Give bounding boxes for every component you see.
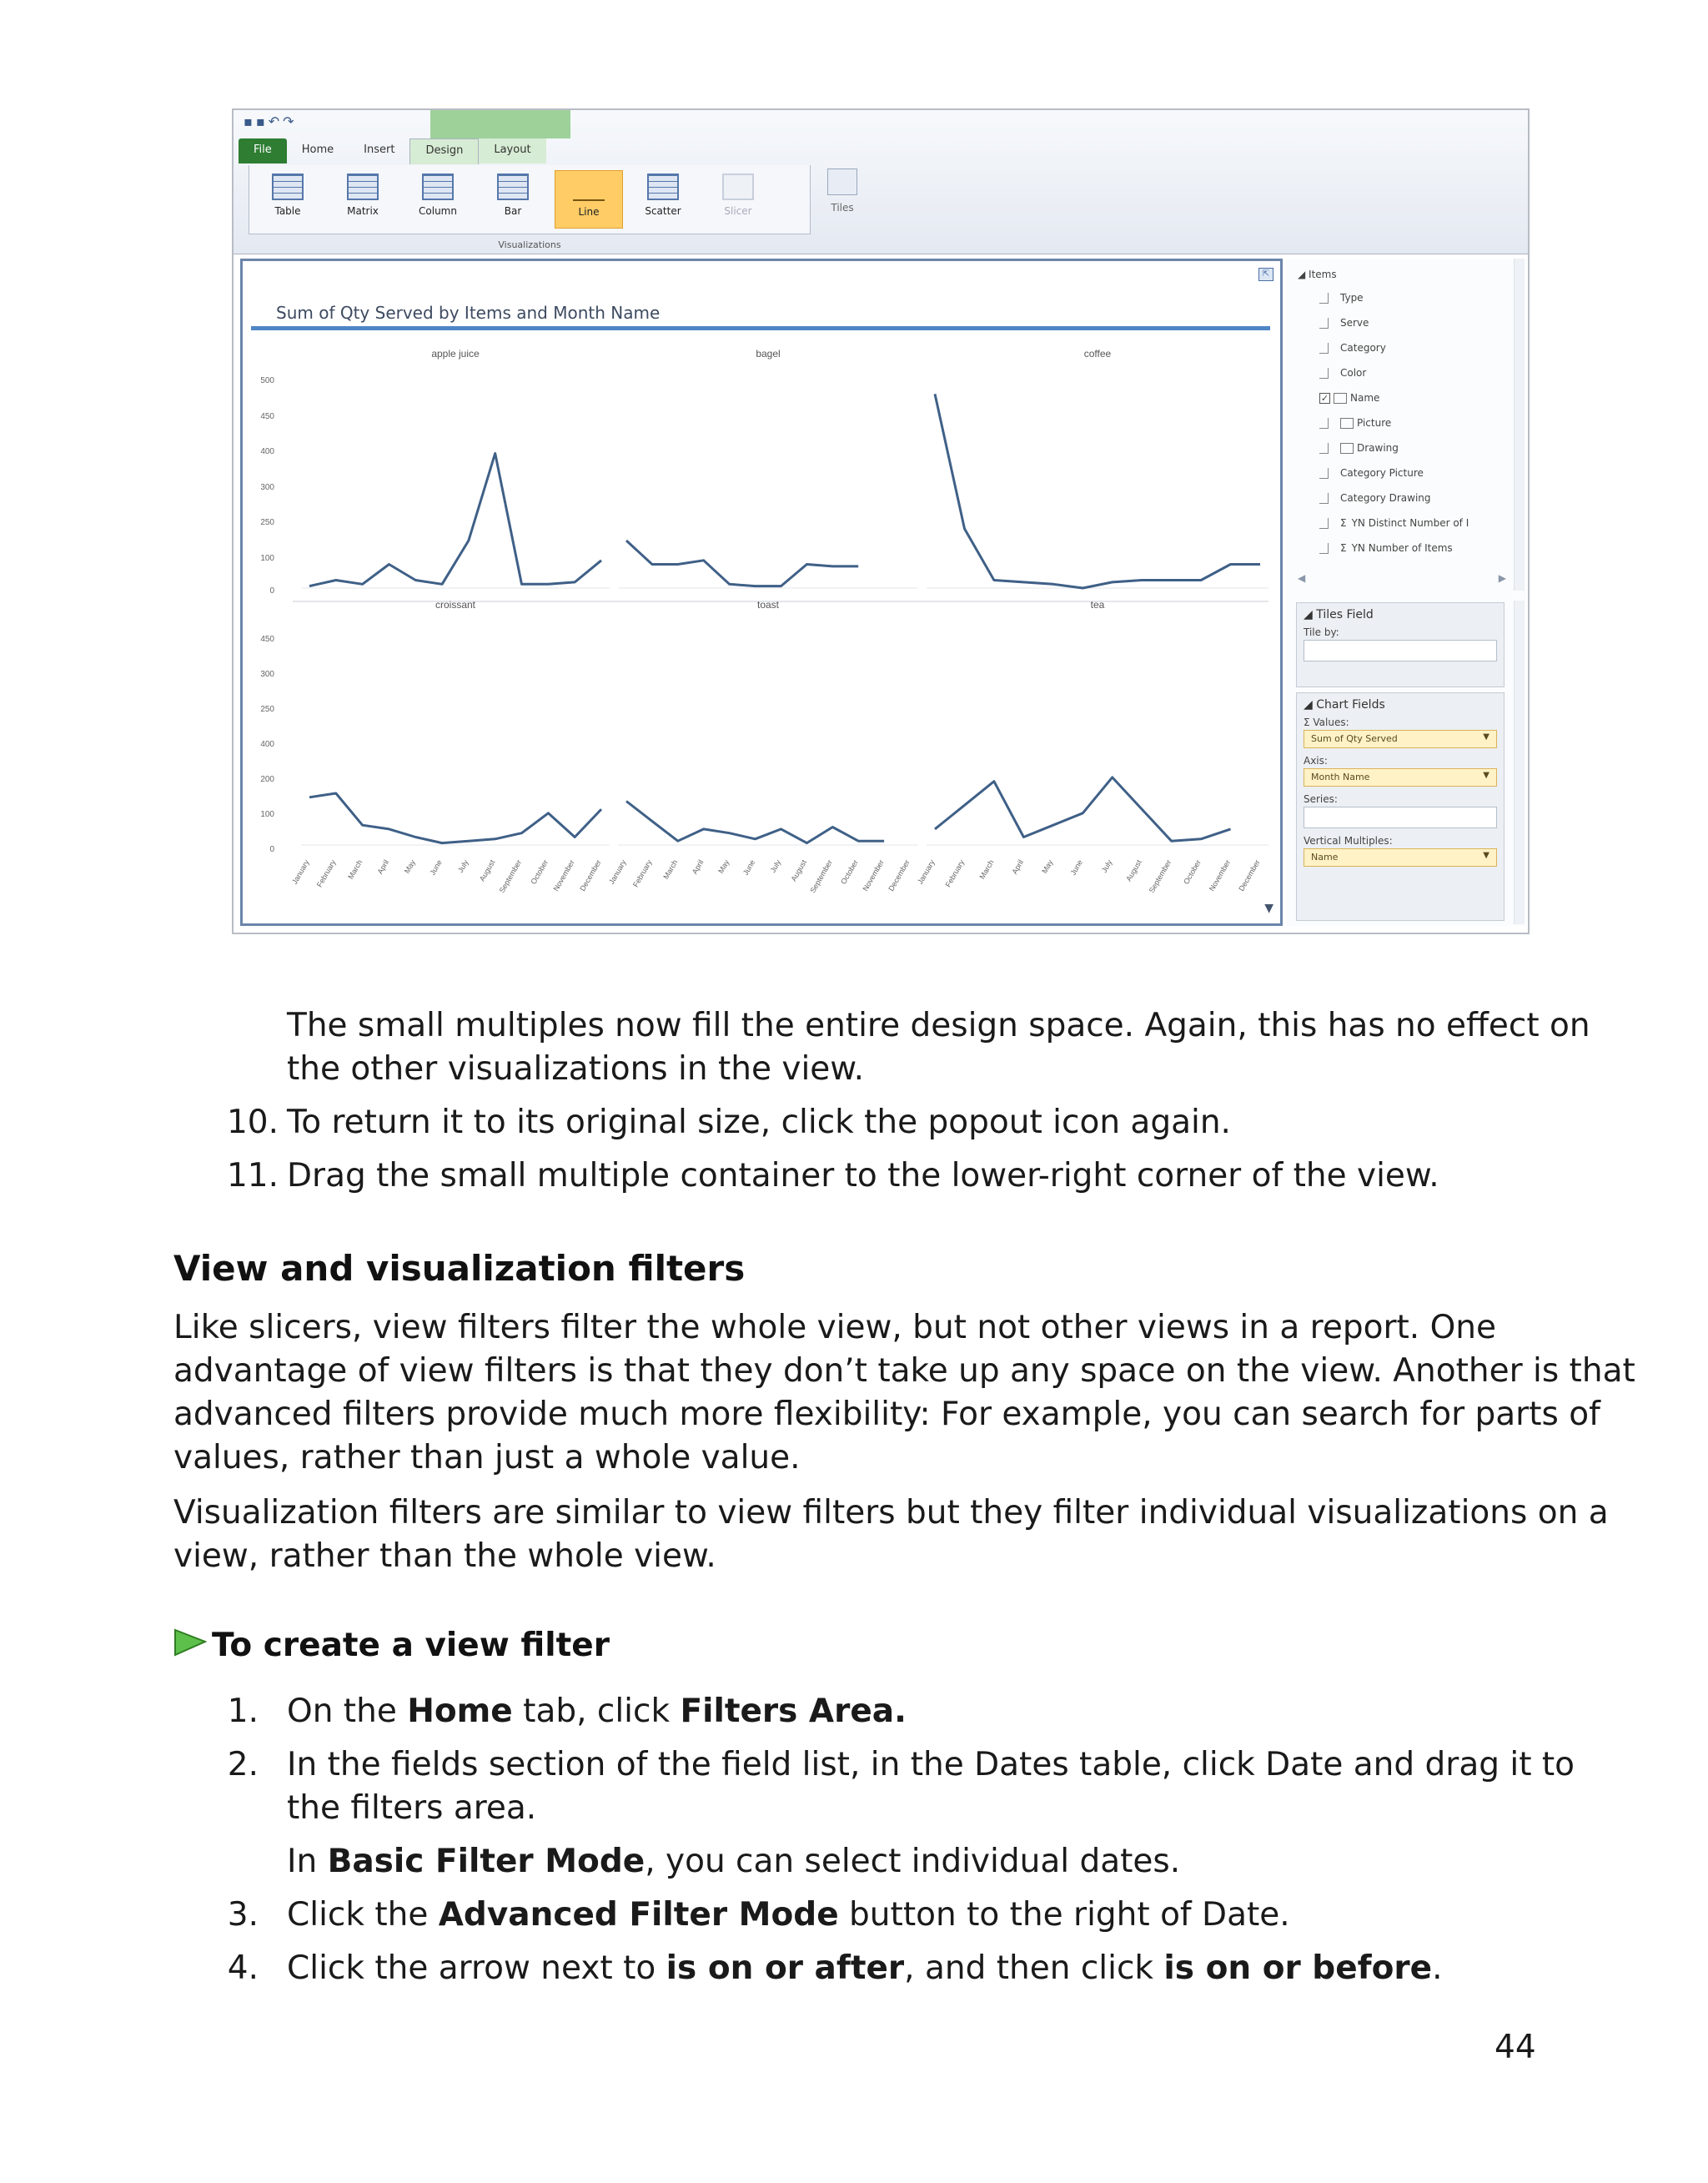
page-number: 44	[1494, 2029, 1536, 2066]
y-tick-label: 450	[260, 635, 274, 644]
tile-by-label: Tile by:	[1304, 626, 1339, 638]
dropdown-arrow-icon[interactable]: ▼	[1483, 732, 1489, 742]
checkbox-icon	[1319, 418, 1329, 429]
tiles-icon	[827, 169, 857, 195]
x-tick-label: July	[1099, 858, 1114, 874]
ribbon	[234, 110, 1528, 254]
tab-design[interactable]: Design	[409, 138, 479, 164]
x-tick-label: July	[455, 858, 470, 874]
x-tick-label: January	[607, 858, 628, 886]
field-type-icon	[1334, 393, 1347, 404]
x-tick-label: February	[943, 858, 967, 889]
section-header[interactable]: ◢ Tiles Field	[1304, 608, 1374, 621]
tab-layout[interactable]: Layout	[479, 138, 545, 163]
line-chart-icon	[573, 174, 605, 201]
text-line: Visualization filters are similar to view filters but they filter individual visualizations on a	[173, 1494, 1609, 1532]
series-label: Series:	[1304, 793, 1338, 805]
x-tick-label: August	[789, 858, 809, 883]
text-line: view, rather than the whole view.	[173, 1537, 716, 1575]
scroll-down-icon[interactable]: ▼	[1264, 902, 1273, 915]
text-line: In the fields section of the field list, in the Dates table, click Date and drag it to	[287, 1746, 1575, 1783]
checkbox-icon	[1319, 368, 1329, 379]
field-type-icon	[1340, 443, 1354, 454]
procedure-arrow-icon	[173, 1628, 207, 1657]
field-row[interactable]: Color	[1319, 367, 1366, 379]
x-tick-label: March	[977, 858, 996, 881]
x-tick-label: June	[428, 858, 444, 877]
panel-title: coffee	[1083, 348, 1112, 360]
y-tick-label: 500	[260, 376, 274, 385]
bar-button[interactable]: Bar	[480, 170, 546, 227]
field-type-icon	[1340, 418, 1354, 429]
slicer-icon	[722, 174, 754, 200]
field-row[interactable]: Category Drawing	[1319, 492, 1431, 504]
field-row[interactable]: ✓ Name	[1320, 392, 1380, 404]
axis-label: Axis:	[1304, 755, 1328, 767]
field-list	[1286, 259, 1526, 926]
list-note: In Basic Filter Mode, you can select individual dates.	[287, 1843, 1181, 1880]
visualizations-group	[249, 165, 811, 250]
chart-title: Sum of Qty Served by Items and Month Name	[276, 303, 661, 323]
values-field[interactable]: Sum of Qty Served ▼	[1304, 730, 1497, 748]
field-tree	[1286, 259, 1526, 592]
panel-title: apple juice	[431, 348, 480, 360]
scatter-button[interactable]: Scatter	[630, 170, 696, 227]
vertical-multiples-label: Vertical Multiples:	[1304, 835, 1393, 847]
bar-chart-icon	[497, 174, 529, 200]
scrollbar[interactable]	[1514, 601, 1525, 924]
section-header[interactable]: ◢ Chart Fields	[1304, 698, 1385, 712]
x-tick-label: October	[1182, 858, 1203, 886]
field-row[interactable]: Σ YN Distinct Number of I	[1319, 517, 1469, 529]
series-line	[309, 454, 601, 586]
checkbox-icon	[1319, 318, 1329, 329]
field-table-items[interactable]: ◢ Items	[1298, 269, 1337, 280]
paragraph	[173, 1491, 1609, 1578]
field-row[interactable]: Serve	[1319, 317, 1369, 329]
tile-by-well[interactable]	[1304, 640, 1497, 661]
x-tick-label: November	[861, 858, 886, 893]
field-row[interactable]: Category	[1319, 342, 1386, 354]
x-tick-label: September	[1147, 858, 1173, 895]
list-item: Drag the small multiple container to the lower-right corner of the view.	[287, 1157, 1439, 1195]
sigma-icon: Σ	[1304, 717, 1314, 728]
list-number: 1.	[227, 1693, 259, 1730]
list-number: 4.	[227, 1949, 259, 1987]
series-well[interactable]	[1304, 807, 1497, 828]
section-heading: View and visualization filters	[173, 1248, 746, 1289]
y-tick-label: 100	[260, 554, 274, 563]
dropdown-arrow-icon[interactable]: ▼	[1483, 771, 1489, 780]
field-row[interactable]: Σ YN Number of Items	[1319, 542, 1453, 554]
x-tick-label: April	[1010, 858, 1026, 876]
series-line	[626, 541, 858, 586]
horizontal-scroll[interactable]: ◀ ▶	[1298, 572, 1506, 584]
checkbox-icon	[1319, 343, 1329, 354]
sigma-icon: Σ	[1340, 517, 1347, 529]
group-caption: Visualizations	[498, 239, 561, 250]
checkbox-icon	[1319, 543, 1329, 554]
text-line: values, rather than just a whole value.	[173, 1439, 801, 1476]
sigma-icon: Σ	[1340, 542, 1347, 554]
series-line	[626, 802, 884, 843]
column-button[interactable]: Column	[404, 170, 471, 227]
title-underline	[251, 326, 1270, 330]
field-row[interactable]: Picture	[1319, 417, 1391, 429]
y-tick-label: 0	[269, 586, 274, 596]
tiles-field-section	[1296, 602, 1505, 687]
list-number: 3.	[227, 1896, 259, 1934]
list-item: Click the arrow next to is on or after, and then click is on or before.	[287, 1949, 1443, 1987]
list-number: 11.	[226, 1157, 279, 1195]
chart-fields-section	[1296, 692, 1505, 921]
series-line	[309, 793, 601, 843]
x-tick-label: September	[497, 858, 524, 895]
x-tick-label: February	[630, 858, 654, 889]
line-button[interactable]: Line	[555, 170, 623, 229]
dropdown-arrow-icon[interactable]: ▼	[1483, 851, 1489, 860]
column-chart-icon	[422, 174, 454, 200]
paragraph	[173, 1306, 1635, 1480]
checkbox-icon	[1319, 443, 1329, 454]
x-tick-label: July	[768, 858, 783, 874]
quick-access-toolbar: ▪▪↶↷	[244, 113, 298, 129]
vertical-multiples-field[interactable]: Name ▼	[1304, 848, 1497, 867]
x-tick-label: December	[887, 858, 912, 893]
checked-checkbox-icon: ✓	[1320, 393, 1329, 404]
y-tick-label: 250	[260, 705, 274, 714]
x-tick-label: December	[1237, 858, 1262, 893]
x-tick-label: October	[839, 858, 860, 886]
list-number: 2.	[227, 1746, 259, 1783]
tiles-button[interactable]: Tiles	[817, 169, 867, 227]
list-item	[287, 1743, 1575, 1830]
x-tick-label: June	[1068, 858, 1085, 877]
tab-file[interactable]: File	[239, 138, 287, 163]
popout-icon[interactable]: ⇱	[1258, 268, 1273, 281]
x-tick-label: June	[741, 858, 757, 877]
x-tick-label: August	[477, 858, 497, 883]
x-tick-label: January	[916, 858, 937, 886]
text-line: the other visualizations in the view.	[287, 1050, 864, 1088]
x-tick-label: December	[578, 858, 603, 893]
x-tick-label: April	[375, 858, 391, 876]
text-line: The small multiples now fill the entire design space. Again, this has no effect on	[287, 1007, 1590, 1044]
text-line: advantage of view filters is that they don’t take up any space on the view. Another is that	[173, 1352, 1635, 1390]
x-tick-label: October	[529, 858, 550, 886]
y-tick-label: 100	[260, 810, 274, 819]
paragraph	[287, 1004, 1590, 1091]
text-line: advanced filters provide much more flexibility: For example, you can search for parts of	[173, 1396, 1600, 1433]
x-tick-label: November	[551, 858, 576, 893]
y-tick-label: 0	[269, 845, 274, 854]
checkbox-icon	[1319, 293, 1329, 304]
x-tick-label: February	[314, 858, 338, 889]
series-line	[935, 394, 1260, 588]
text-line: the filters area.	[287, 1789, 537, 1827]
scatter-chart-icon	[647, 174, 679, 200]
panel-title: croissant	[435, 599, 476, 611]
x-tick-label: November	[1207, 858, 1233, 893]
y-tick-label: 450	[260, 412, 274, 421]
ribbon-tabs	[239, 138, 546, 163]
checkbox-icon	[1319, 493, 1329, 504]
x-tick-label: March	[346, 858, 364, 881]
axis-field[interactable]: Month Name ▼	[1304, 768, 1497, 787]
y-tick-label: 300	[260, 483, 274, 492]
text-line: Like slicers, view filters filter the whole view, but not other views in a report. One	[173, 1309, 1496, 1346]
procedure-heading: To create a view filter	[212, 1627, 610, 1664]
small-multiples-chart	[243, 261, 1280, 923]
panel-title: tea	[1090, 599, 1105, 611]
table-icon	[272, 174, 304, 200]
panel-title: toast	[756, 599, 780, 611]
panel-title: bagel	[756, 348, 781, 360]
values-label: Σ Values:	[1304, 717, 1349, 728]
report-screenshot	[232, 108, 1530, 934]
x-tick-label: May	[1040, 858, 1055, 875]
x-tick-label: September	[808, 858, 835, 895]
visualization-canvas[interactable]	[240, 259, 1283, 926]
matrix-icon	[347, 174, 379, 200]
field-row[interactable]: Category Picture	[1319, 467, 1424, 479]
tab-home[interactable]: Home	[301, 143, 334, 156]
y-tick-label: 400	[260, 740, 274, 749]
slicer-button[interactable]: Slicer	[705, 170, 771, 227]
x-tick-label: January	[290, 858, 311, 886]
x-tick-label: May	[716, 858, 731, 875]
matrix-button[interactable]: Matrix	[329, 170, 396, 227]
y-tick-label: 200	[260, 775, 274, 784]
checkbox-icon	[1319, 468, 1329, 479]
list-item: To return it to its original size, click the popout icon again.	[287, 1104, 1231, 1141]
checkbox-icon	[1319, 518, 1329, 529]
table-button[interactable]: Table	[254, 170, 321, 227]
field-row[interactable]: Type	[1319, 292, 1364, 304]
list-item: Click the Advanced Filter Mode button to the right of Date.	[287, 1896, 1290, 1934]
x-tick-label: May	[402, 858, 418, 875]
scrollbar[interactable]	[1514, 259, 1525, 591]
series-line	[935, 777, 1231, 841]
x-tick-label: August	[1124, 858, 1143, 883]
list-number: 10.	[226, 1104, 279, 1141]
x-tick-label: April	[690, 858, 706, 876]
x-tick-label: March	[661, 858, 680, 881]
list-item: On the Home tab, click Filters Area.	[287, 1693, 907, 1730]
tab-insert[interactable]: Insert	[364, 143, 395, 156]
y-tick-label: 300	[260, 670, 274, 679]
y-tick-label: 400	[260, 447, 274, 456]
field-row[interactable]: Drawing	[1319, 442, 1399, 454]
y-tick-label: 250	[260, 518, 274, 527]
contextual-tab-band	[430, 110, 570, 138]
